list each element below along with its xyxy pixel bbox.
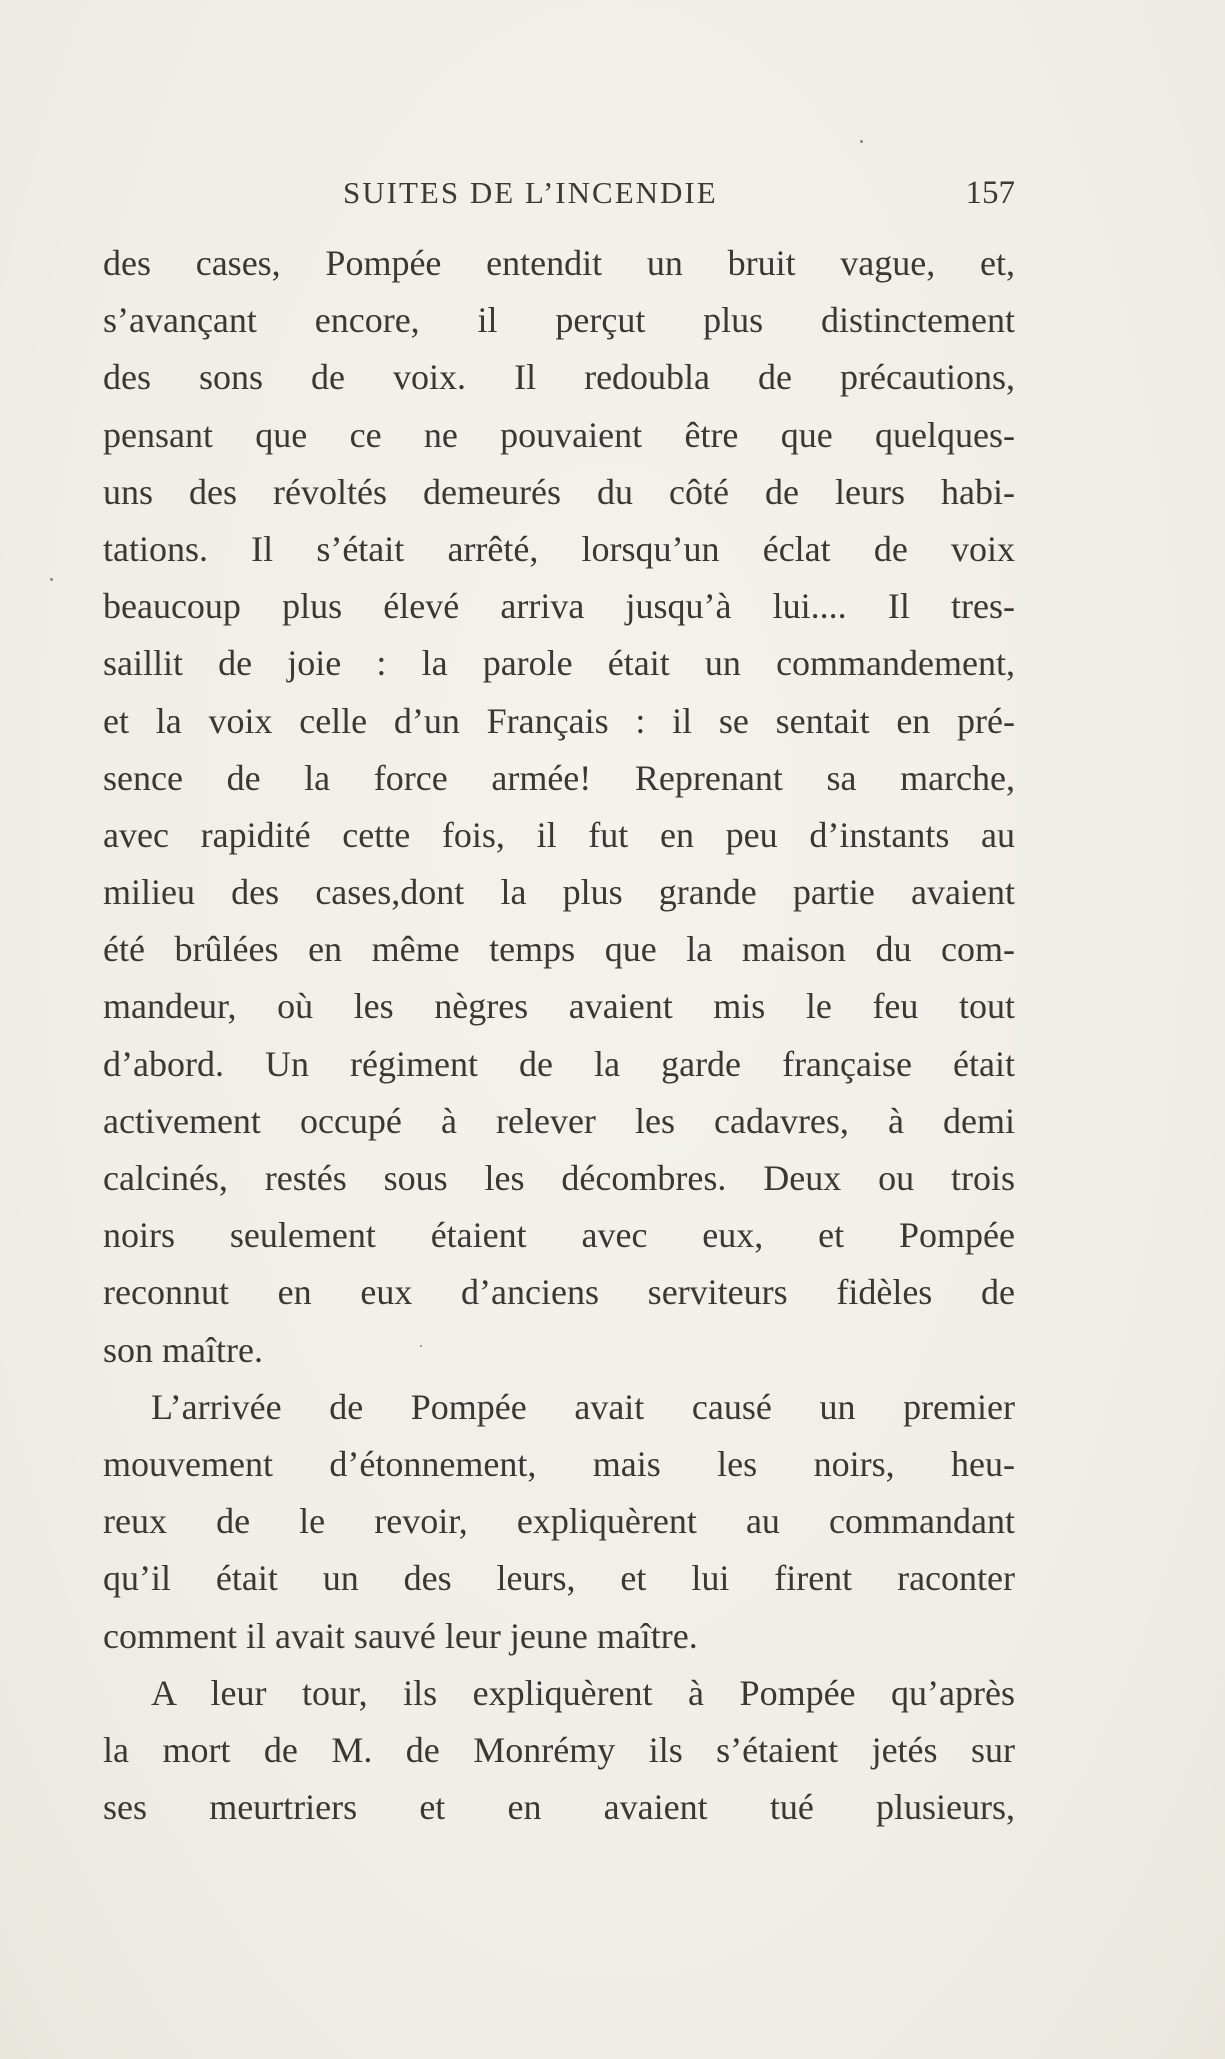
- body-text: [103, 235, 1015, 1836]
- text-line-paragraph-end: son maître.: [103, 1329, 263, 1370]
- running-head-title: SUITES DE L’INCENDIE: [343, 175, 718, 210]
- text-line: noirs seulement étaient avec eux, et Pompée: [103, 1215, 1015, 1256]
- text-line: reux de le revoir, expliquèrent au commandant: [103, 1501, 1015, 1542]
- text-line: sence de la force armée! Reprenant sa marche,: [103, 757, 1015, 798]
- text-line: activement occupé à relever les cadavres, à demi: [103, 1100, 1015, 1141]
- text-line: avec rapidité cette fois, il fut en peu d’instants au: [103, 814, 1015, 855]
- text-line-paragraph-start: A leur tour, ils expliquèrent à Pompée qu’après: [151, 1672, 1015, 1713]
- paper-speck: [420, 1345, 422, 1347]
- text-line: mouvement d’étonnement, mais les noirs, heu-: [103, 1443, 1015, 1484]
- text-line: saillit de joie : la parole était un commandement,: [103, 643, 1015, 684]
- text-line: calcinés, restés sous les décombres. Deux ou trois: [103, 1158, 1015, 1198]
- paper-speck: [860, 140, 863, 143]
- text-line: des sons de voix. Il redoubla de précautions,: [103, 357, 1015, 398]
- text-line: pensant que ce ne pouvaient être que quelques-: [103, 414, 1015, 455]
- text-line: beaucoup plus élevé arriva jusqu’à lui.... Il tres-: [103, 586, 1015, 627]
- text-line-paragraph-end: comment il avait sauvé leur jeune maître.: [103, 1615, 698, 1656]
- text-line-paragraph-start: L’arrivée de Pompée avait causé un premier: [151, 1386, 1015, 1427]
- text-line: s’avançant encore, il perçut plus distinctement: [103, 300, 1015, 341]
- text-line: milieu des cases,dont la plus grande partie avaient: [103, 872, 1015, 913]
- text-line: été brûlées en même temps que la maison du com-: [103, 929, 1015, 970]
- text-line: et la voix celle d’un Français : il se sentait en pré-: [103, 700, 1015, 741]
- text-line: d’abord. Un régiment de la garde française était: [103, 1043, 1015, 1084]
- page-number: 157: [965, 175, 1015, 211]
- text-line: reconnut en eux d’anciens serviteurs fidèles de: [103, 1272, 1015, 1313]
- text-line: ses meurtriers et en avaient tué plusieurs,: [103, 1787, 1015, 1828]
- text-line: mandeur, où les nègres avaient mis le feu tout: [103, 986, 1015, 1027]
- text-line: uns des révoltés demeurés du côté de leurs habi-: [103, 471, 1015, 512]
- text-line: qu’il était un des leurs, et lui firent raconter: [103, 1558, 1015, 1599]
- text-line: la mort de M. de Monrémy ils s’étaient jetés sur: [103, 1729, 1015, 1770]
- paper-speck: [50, 578, 53, 581]
- running-head: [103, 175, 1015, 219]
- text-line: des cases, Pompée entendit un bruit vague, et,: [103, 243, 1015, 283]
- text-line: tations. Il s’était arrêté, lorsqu’un éclat de voix: [103, 528, 1015, 569]
